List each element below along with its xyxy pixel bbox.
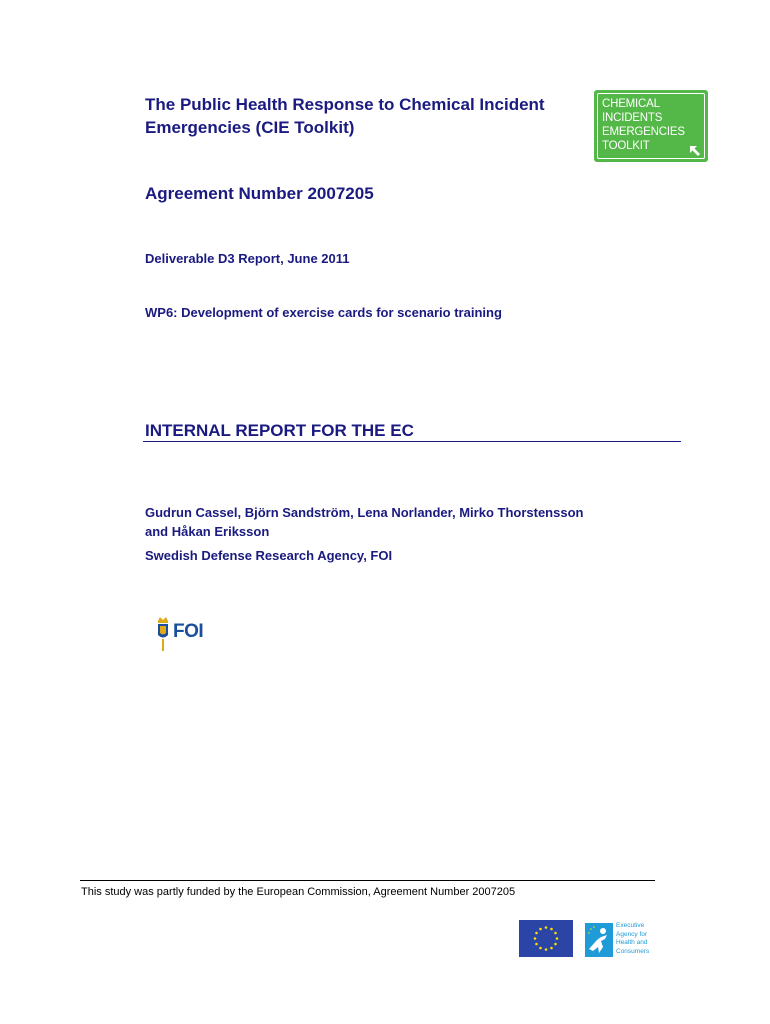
cie-toolkit-logo bbox=[594, 90, 708, 162]
work-package-line: WP6: Development of exercise cards for scenario training bbox=[145, 305, 502, 320]
heading-underline bbox=[143, 441, 681, 442]
title-line-1: The Public Health Response to Chemical Incident bbox=[145, 95, 545, 114]
cie-logo-line: EMERGENCIES bbox=[602, 126, 685, 138]
title-line-2: Emergencies (CIE Toolkit) bbox=[145, 118, 355, 137]
eu-flag-icon bbox=[519, 920, 573, 957]
eahc-logo-text bbox=[616, 922, 664, 956]
cie-logo-line: INCIDENTS bbox=[602, 112, 663, 124]
footnote-separator bbox=[80, 880, 655, 881]
foi-logo-text: FOI bbox=[173, 621, 204, 642]
arrow-up-left-icon bbox=[688, 144, 702, 158]
eahc-line: Health and bbox=[616, 939, 648, 946]
affiliation: Swedish Defense Research Agency, FOI bbox=[145, 548, 393, 563]
cie-logo-line: CHEMICAL bbox=[602, 98, 660, 110]
eahc-figure-icon bbox=[585, 923, 613, 957]
funding-footnote: This study was partly funded by the European Commission, Agreement Number 2007205 bbox=[81, 886, 516, 898]
eahc-line: Agency for bbox=[616, 930, 648, 938]
authors-line-2: and Håkan Eriksson bbox=[145, 524, 270, 539]
authors-line-1: Gudrun Cassel, Björn Sandström, Lena Norlander, Mirko Thorstensson bbox=[145, 505, 584, 520]
eahc-line: Executive bbox=[616, 922, 645, 929]
eahc-line: Consumers bbox=[616, 947, 650, 955]
deliverable-line: Deliverable D3 Report, June 2011 bbox=[145, 251, 350, 266]
cie-logo-line: TOOLKIT bbox=[602, 140, 650, 152]
agreement-number: Agreement Number 2007205 bbox=[145, 184, 374, 203]
authors-list bbox=[145, 503, 665, 541]
crown-emblem-icon bbox=[155, 615, 171, 653]
eahc-logo bbox=[585, 920, 663, 960]
foi-logo bbox=[155, 615, 211, 655]
document-title bbox=[145, 93, 585, 139]
report-type-heading: INTERNAL REPORT FOR THE EC bbox=[145, 421, 414, 440]
